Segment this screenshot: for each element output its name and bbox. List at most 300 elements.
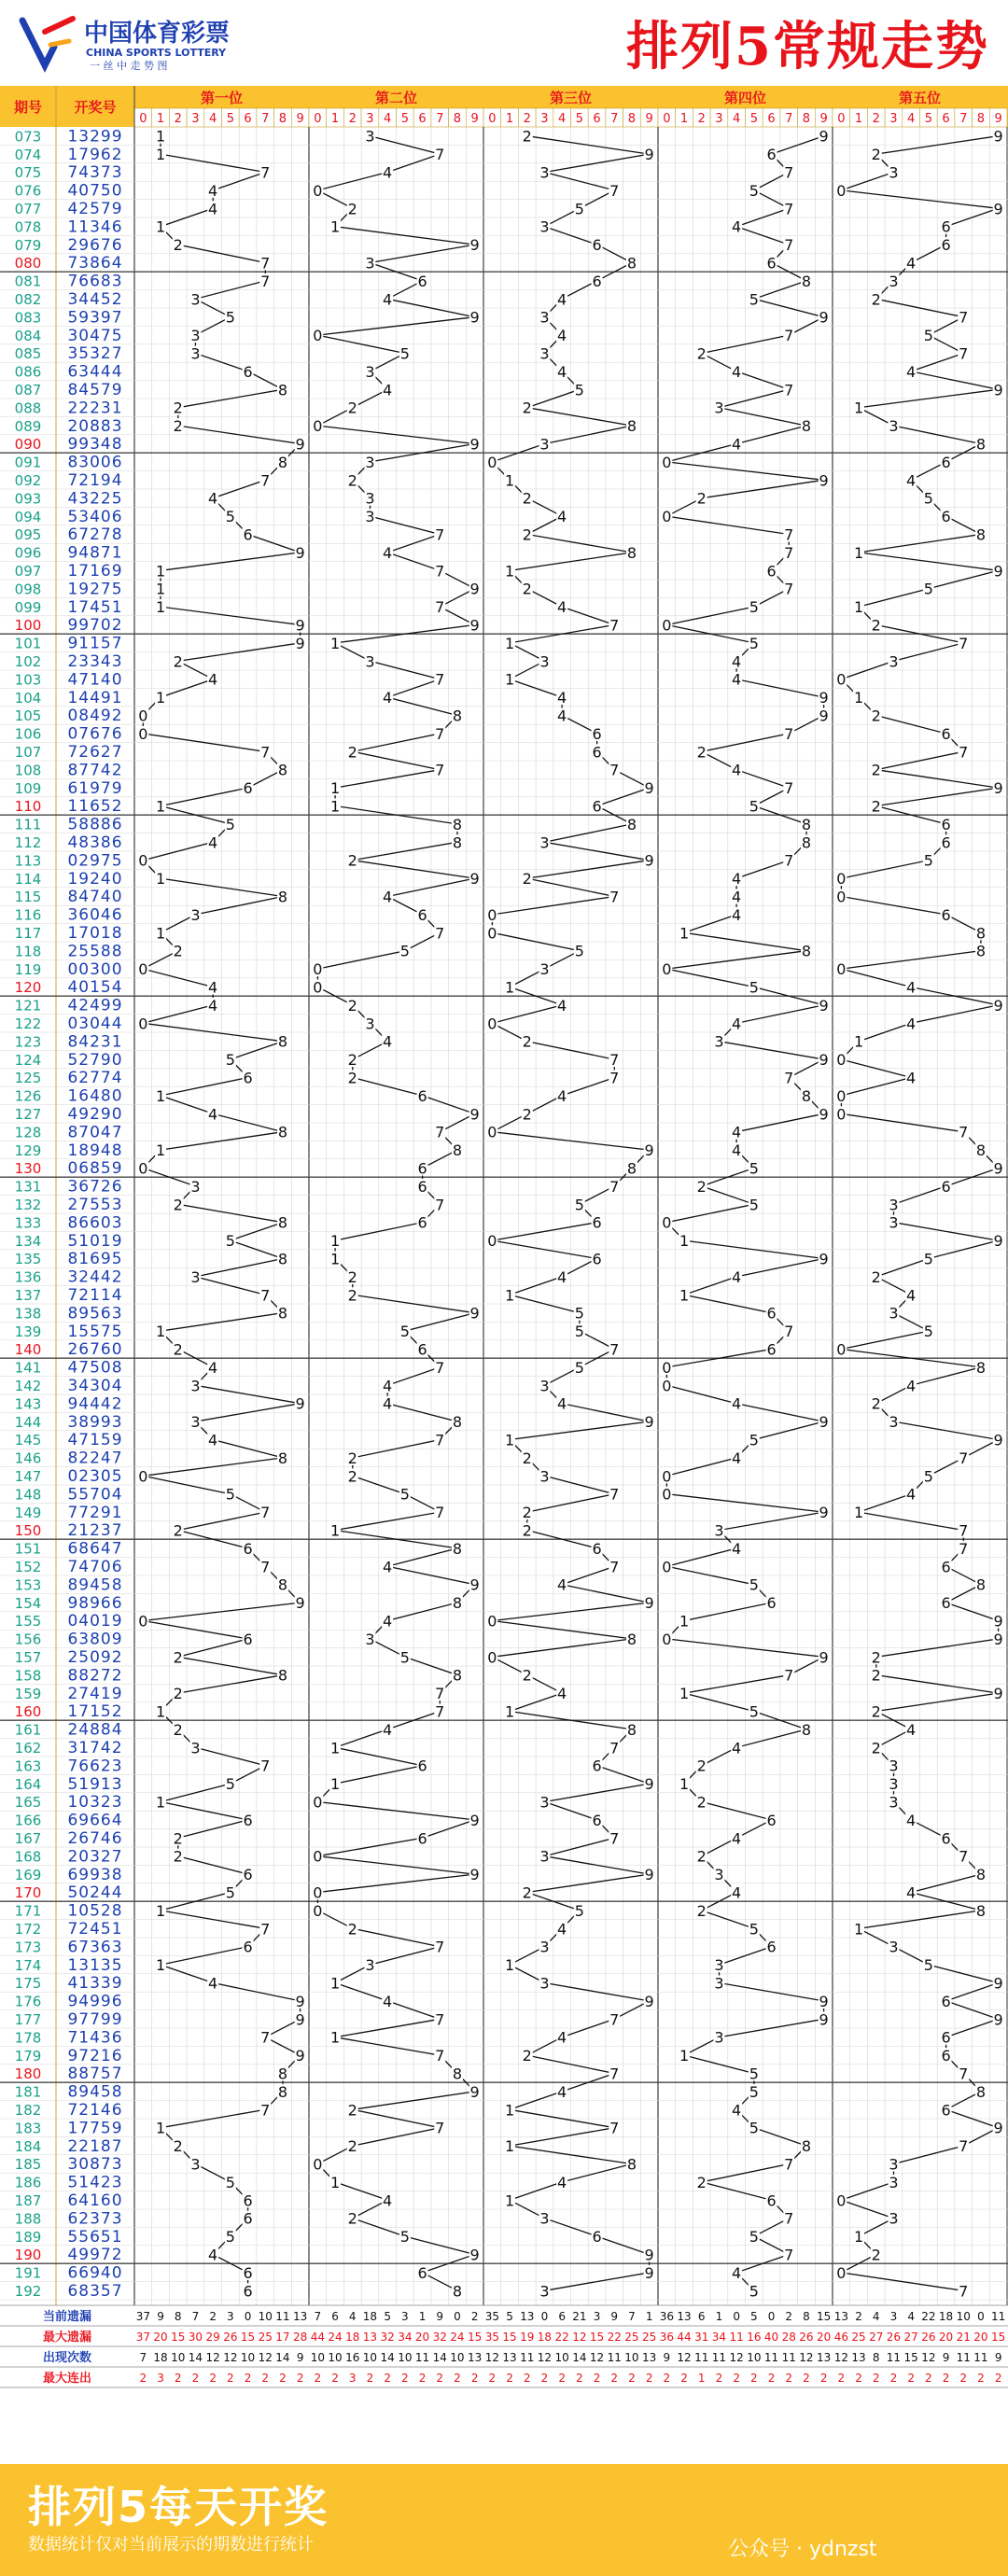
digit-mark: 3 bbox=[539, 1793, 550, 1812]
digit-mark: 6 bbox=[592, 2228, 602, 2247]
digit-mark: 6 bbox=[766, 2191, 777, 2210]
digit-mark: 9 bbox=[469, 236, 480, 255]
digit-mark: 6 bbox=[592, 724, 602, 743]
digit-header-label: 3 bbox=[889, 112, 898, 126]
digit-mark: 4 bbox=[383, 1720, 393, 1739]
stats-value: 15 bbox=[903, 2351, 918, 2364]
digit-mark: 0 bbox=[487, 905, 497, 924]
digit-mark: 2 bbox=[173, 1340, 183, 1359]
number-cell: 14491 bbox=[67, 688, 123, 707]
digit-mark: 2 bbox=[347, 1920, 357, 1939]
digit-mark: 5 bbox=[749, 290, 759, 309]
number-cell: 81695 bbox=[67, 1250, 123, 1269]
digit-mark: 0 bbox=[138, 724, 148, 743]
digit-mark: 8 bbox=[801, 1720, 812, 1739]
digit-mark: 7 bbox=[609, 1485, 620, 1504]
stats-value: 18 bbox=[938, 2310, 954, 2323]
digit-mark: 9 bbox=[469, 1811, 480, 1829]
stats-value: 18 bbox=[362, 2310, 378, 2323]
digit-mark: 6 bbox=[243, 362, 253, 381]
digit-mark: 1 bbox=[329, 779, 341, 798]
stats-value: 11 bbox=[763, 2351, 779, 2364]
digit-mark: 0 bbox=[836, 670, 847, 689]
number-cell: 76623 bbox=[67, 1757, 123, 1776]
digit-mark: 4 bbox=[732, 1123, 742, 1141]
digit-mark: 1 bbox=[504, 562, 515, 581]
digit-mark: 3 bbox=[190, 290, 201, 309]
digit-mark: 1 bbox=[679, 1685, 690, 1703]
digit-header-label: 2 bbox=[523, 112, 531, 126]
digit-mark: 5 bbox=[399, 344, 410, 363]
period-cell: 114 bbox=[14, 870, 42, 888]
digit-mark: 9 bbox=[644, 1775, 654, 1794]
stats-value: 15 bbox=[589, 2331, 605, 2344]
digit-mark: 7 bbox=[435, 1702, 445, 1721]
number-cell: 55651 bbox=[67, 2227, 123, 2247]
digit-mark: 1 bbox=[155, 1086, 166, 1105]
number-cell: 27553 bbox=[67, 1196, 123, 1214]
digit-mark: 6 bbox=[592, 743, 602, 762]
digit-mark: 6 bbox=[417, 1340, 427, 1359]
stats-value: 2 bbox=[715, 2372, 723, 2385]
period-cell: 136 bbox=[14, 1268, 42, 1286]
digit-header-label: 1 bbox=[330, 112, 340, 126]
digit-mark: 4 bbox=[906, 362, 917, 381]
stats-value: 11 bbox=[414, 2351, 430, 2364]
stats-value: 10 bbox=[328, 2351, 343, 2364]
number-cell: 03044 bbox=[67, 1015, 123, 1033]
period-cell: 103 bbox=[14, 671, 42, 689]
number-cell: 36726 bbox=[67, 1177, 123, 1197]
digit-header-label: 3 bbox=[366, 112, 374, 126]
digit-mark: 1 bbox=[155, 870, 166, 889]
digit-mark: 4 bbox=[383, 1394, 393, 1413]
stats-value: 0 bbox=[454, 2310, 461, 2323]
digit-mark: 7 bbox=[784, 779, 794, 798]
stats-value: 32 bbox=[432, 2331, 447, 2344]
number-cell: 18948 bbox=[67, 1141, 123, 1160]
digit-mark: 4 bbox=[906, 1720, 917, 1739]
period-cell: 157 bbox=[14, 1649, 42, 1666]
number-cell: 69664 bbox=[67, 1811, 123, 1830]
digit-header-label: 0 bbox=[488, 112, 497, 126]
digit-mark: 3 bbox=[889, 2155, 899, 2174]
digit-mark: 9 bbox=[295, 616, 305, 635]
digit-mark: 3 bbox=[539, 308, 550, 327]
digit-mark: 5 bbox=[923, 1323, 933, 1341]
digit-mark: 5 bbox=[225, 1051, 235, 1070]
digit-header-label: 6 bbox=[767, 112, 776, 126]
digit-mark: 5 bbox=[225, 2173, 235, 2191]
digit-mark: 3 bbox=[714, 1032, 724, 1051]
digit-mark: 6 bbox=[592, 1811, 602, 1829]
digit-mark: 8 bbox=[277, 1032, 288, 1051]
digit-mark: 9 bbox=[295, 1394, 305, 1413]
digit-mark: 9 bbox=[819, 308, 829, 327]
digit-mark: 5 bbox=[749, 797, 759, 816]
digit-mark: 0 bbox=[313, 1847, 323, 1866]
digit-mark: 0 bbox=[313, 181, 323, 200]
digit-mark: 4 bbox=[557, 2173, 567, 2191]
digit-mark: 7 bbox=[959, 2065, 969, 2083]
period-cell: 152 bbox=[14, 1559, 42, 1575]
digit-mark: 3 bbox=[889, 1757, 899, 1775]
digit-mark: 9 bbox=[644, 1594, 654, 1613]
period-cell: 191 bbox=[14, 2264, 42, 2282]
digit-mark: 2 bbox=[173, 942, 183, 960]
period-cell: 149 bbox=[14, 1504, 42, 1521]
digit-mark: 7 bbox=[784, 200, 794, 218]
digit-mark: 6 bbox=[941, 2047, 951, 2065]
number-cell: 34304 bbox=[67, 1377, 123, 1395]
digit-mark: 0 bbox=[662, 960, 672, 979]
digit-mark: 4 bbox=[906, 1286, 917, 1305]
digit-mark: 7 bbox=[609, 1177, 620, 1196]
digit-mark: 9 bbox=[469, 616, 480, 635]
digit-mark: 4 bbox=[383, 163, 393, 182]
stats-value: 11 bbox=[607, 2351, 622, 2364]
number-cell: 17152 bbox=[67, 1702, 123, 1722]
stats-value: 2 bbox=[488, 2372, 497, 2385]
number-cell: 49290 bbox=[67, 1105, 123, 1124]
digit-mark: 4 bbox=[906, 1485, 917, 1504]
digit-mark: 6 bbox=[417, 1159, 427, 1178]
number-cell: 97216 bbox=[67, 2046, 123, 2065]
digit-mark: 4 bbox=[557, 1086, 567, 1105]
digit-mark: 7 bbox=[435, 525, 445, 544]
stats-value: 2 bbox=[209, 2310, 217, 2323]
stats-value: 10 bbox=[258, 2310, 273, 2323]
digit-mark: 4 bbox=[557, 996, 567, 1015]
stats-value: 2 bbox=[558, 2372, 566, 2385]
digit-mark: 9 bbox=[644, 2246, 654, 2264]
number-cell: 88272 bbox=[67, 1666, 123, 1686]
number-cell: 19275 bbox=[67, 580, 123, 599]
digit-mark: 8 bbox=[277, 1123, 288, 1141]
digit-mark: 4 bbox=[383, 2191, 393, 2210]
number-cell: 89458 bbox=[67, 2082, 123, 2102]
period-cell: 183 bbox=[14, 2120, 42, 2137]
stats-value: 20 bbox=[817, 2331, 832, 2344]
digit-header-label: 7 bbox=[436, 112, 444, 126]
stats-value: 2 bbox=[785, 2372, 793, 2385]
stats-value: 9 bbox=[942, 2351, 950, 2364]
digit-mark: 7 bbox=[784, 2246, 794, 2264]
period-cell: 172 bbox=[14, 1921, 42, 1938]
digit-header-label: 2 bbox=[872, 112, 880, 126]
number-cell: 67278 bbox=[67, 525, 123, 545]
digit-mark: 3 bbox=[365, 652, 375, 671]
digit-mark: 9 bbox=[819, 1250, 829, 1268]
digit-header-label: 1 bbox=[505, 112, 514, 126]
digit-mark: 4 bbox=[557, 1685, 567, 1703]
digit-mark: 4 bbox=[732, 362, 742, 381]
period-cell: 140 bbox=[14, 1341, 42, 1359]
stats-value: 2 bbox=[139, 2372, 147, 2385]
digit-mark: 2 bbox=[347, 1051, 357, 1070]
position-header-1: 第一位 bbox=[200, 90, 244, 106]
period-cell: 095 bbox=[14, 526, 42, 544]
digit-mark: 9 bbox=[295, 634, 305, 652]
stats-value: 13 bbox=[468, 2351, 483, 2364]
digit-mark: 2 bbox=[347, 996, 357, 1015]
number-cell: 94442 bbox=[67, 1394, 123, 1414]
number-cell: 36046 bbox=[67, 905, 123, 925]
stats-value: 0 bbox=[244, 2310, 252, 2323]
period-cell: 147 bbox=[14, 1468, 42, 1485]
stats-value: 2 bbox=[540, 2372, 549, 2385]
number-cell: 47508 bbox=[67, 1358, 123, 1378]
number-cell: 35327 bbox=[67, 344, 123, 364]
digit-mark: 0 bbox=[313, 978, 323, 997]
digit-mark: 8 bbox=[626, 543, 637, 562]
stats-value: 37 bbox=[135, 2331, 150, 2344]
number-cell: 59397 bbox=[67, 308, 123, 328]
stats-value: 2 bbox=[803, 2372, 810, 2385]
digit-mark: 4 bbox=[383, 888, 393, 906]
period-cell: 078 bbox=[14, 218, 42, 236]
digit-mark: 9 bbox=[644, 851, 654, 870]
digit-header-label: 2 bbox=[697, 112, 706, 126]
digit-mark: 8 bbox=[626, 815, 637, 833]
digit-mark: 9 bbox=[295, 2047, 305, 2065]
digit-mark: 8 bbox=[452, 1594, 463, 1613]
stats-value: 34 bbox=[711, 2331, 727, 2344]
number-cell: 89563 bbox=[67, 1304, 123, 1323]
digit-header-label: 6 bbox=[593, 112, 601, 126]
digit-mark: 5 bbox=[399, 1648, 410, 1667]
position-header-4: 第四位 bbox=[723, 90, 767, 106]
digit-mark: 4 bbox=[732, 1449, 742, 1467]
digit-mark: 9 bbox=[469, 580, 480, 598]
number-cell: 86603 bbox=[67, 1213, 123, 1233]
stats-value: 2 bbox=[470, 2372, 479, 2385]
digit-mark: 5 bbox=[574, 1901, 584, 1920]
stats-value: 12 bbox=[833, 2351, 848, 2364]
digit-mark: 7 bbox=[959, 1123, 969, 1141]
stats-value: 10 bbox=[362, 2351, 378, 2364]
digit-mark: 3 bbox=[889, 272, 899, 290]
digit-mark: 2 bbox=[871, 2246, 881, 2264]
digit-mark: 4 bbox=[557, 2082, 567, 2101]
digit-mark: 2 bbox=[696, 1901, 707, 1920]
digit-mark: 6 bbox=[592, 1757, 602, 1775]
stats-value: 22 bbox=[554, 2331, 569, 2344]
digit-mark: 8 bbox=[452, 1666, 463, 1685]
digit-mark: 2 bbox=[522, 870, 532, 889]
digit-mark: 8 bbox=[975, 1866, 987, 1884]
stats-value: 2 bbox=[785, 2310, 793, 2323]
digit-mark: 9 bbox=[993, 1612, 1003, 1631]
digit-mark: 6 bbox=[243, 1069, 253, 1087]
stats-value: 15 bbox=[171, 2331, 186, 2344]
digit-mark: 2 bbox=[347, 1449, 357, 1467]
digit-mark: 2 bbox=[173, 399, 183, 417]
period-cell: 101 bbox=[14, 635, 42, 652]
period-cell: 150 bbox=[14, 1522, 42, 1540]
digit-mark: 5 bbox=[749, 1575, 759, 1594]
digit-mark: 7 bbox=[959, 2137, 969, 2156]
digit-mark: 8 bbox=[452, 707, 463, 725]
digit-mark: 6 bbox=[766, 1594, 777, 1613]
digit-mark: 6 bbox=[243, 2263, 253, 2282]
number-cell: 40750 bbox=[67, 181, 123, 201]
period-cell: 096 bbox=[14, 544, 42, 562]
stats-value: 9 bbox=[994, 2351, 1002, 2364]
number-cell: 06859 bbox=[67, 1159, 123, 1179]
digit-mark: 1 bbox=[155, 127, 166, 146]
stats-value: 36 bbox=[659, 2331, 674, 2344]
digit-mark: 5 bbox=[399, 2228, 410, 2247]
digit-mark: 0 bbox=[836, 870, 847, 889]
number-cell: 82247 bbox=[67, 1449, 123, 1468]
stats-value: 2 bbox=[261, 2372, 270, 2385]
digit-header-label: 4 bbox=[384, 112, 392, 126]
digit-mark: 3 bbox=[889, 2209, 899, 2228]
digit-mark: 4 bbox=[732, 1015, 742, 1033]
period-cell: 153 bbox=[14, 1576, 42, 1594]
stats-value: 24 bbox=[328, 2331, 343, 2344]
number-cell: 11652 bbox=[67, 797, 123, 817]
digit-mark: 7 bbox=[784, 327, 794, 345]
period-cell: 173 bbox=[14, 1939, 42, 1956]
digit-mark: 2 bbox=[173, 1685, 183, 1703]
digit-mark: 6 bbox=[417, 272, 427, 290]
number-cell: 62774 bbox=[67, 1069, 123, 1088]
stats-value: 11 bbox=[729, 2331, 744, 2344]
digit-mark: 4 bbox=[906, 1883, 917, 1902]
period-cell: 138 bbox=[14, 1305, 42, 1323]
digit-mark: 5 bbox=[923, 489, 933, 508]
digit-mark: 9 bbox=[469, 435, 480, 454]
digit-mark: 4 bbox=[732, 2101, 742, 2120]
digit-mark: 5 bbox=[749, 2119, 759, 2137]
digit-mark: 1 bbox=[155, 1141, 166, 1160]
stats-value: 4 bbox=[348, 2310, 357, 2323]
digit-mark: 5 bbox=[574, 1196, 584, 1214]
digit-mark: 0 bbox=[836, 2263, 847, 2282]
digit-header-label: 5 bbox=[924, 112, 932, 126]
period-cell: 156 bbox=[14, 1631, 42, 1648]
period-cell: 175 bbox=[14, 1975, 42, 1993]
digit-header-label: 9 bbox=[994, 112, 1002, 126]
stats-value: 11 bbox=[956, 2351, 971, 2364]
digit-mark: 7 bbox=[260, 743, 271, 762]
digit-header-label: 2 bbox=[348, 112, 357, 126]
digit-mark: 1 bbox=[679, 1286, 690, 1305]
digit-mark: 1 bbox=[504, 670, 515, 689]
digit-mark: 0 bbox=[487, 1648, 497, 1667]
digit-mark: 6 bbox=[417, 1086, 427, 1105]
digit-mark: 4 bbox=[557, 1920, 567, 1939]
digit-mark: 3 bbox=[539, 833, 550, 852]
digit-mark: 0 bbox=[662, 1558, 672, 1576]
digit-mark: 2 bbox=[871, 1666, 881, 1685]
stats-value: 2 bbox=[523, 2372, 531, 2385]
period-cell: 094 bbox=[14, 508, 42, 525]
period-cell: 098 bbox=[14, 581, 42, 598]
digit-mark: 9 bbox=[993, 1431, 1003, 1449]
digit-mark: 8 bbox=[975, 525, 987, 544]
digit-mark: 2 bbox=[347, 2137, 357, 2156]
digit-mark: 7 bbox=[435, 924, 445, 943]
digit-mark: 7 bbox=[435, 2010, 445, 2029]
stats-value: 0 bbox=[977, 2310, 985, 2323]
logo-cn-text: 中国体育彩票 bbox=[84, 20, 231, 48]
digit-mark: 7 bbox=[784, 543, 794, 562]
number-cell: 61979 bbox=[67, 778, 123, 798]
digit-header-label: 3 bbox=[191, 112, 200, 126]
digit-mark: 2 bbox=[522, 399, 532, 417]
digit-mark: 2 bbox=[522, 580, 532, 598]
digit-mark: 9 bbox=[993, 779, 1003, 798]
period-cell: 155 bbox=[14, 1613, 42, 1631]
digit-mark: 6 bbox=[592, 1539, 602, 1558]
position-header-2: 第二位 bbox=[374, 90, 418, 106]
digit-mark: 3 bbox=[365, 1015, 375, 1033]
digit-mark: 9 bbox=[644, 1141, 654, 1160]
stats-value: 2 bbox=[576, 2372, 583, 2385]
stats-value: 12 bbox=[258, 2351, 273, 2364]
stats-value: 10 bbox=[398, 2351, 413, 2364]
digit-mark: 4 bbox=[732, 905, 742, 924]
digit-mark: 8 bbox=[452, 2282, 463, 2301]
digit-mark: 4 bbox=[557, 1575, 567, 1594]
digit-mark: 5 bbox=[399, 942, 410, 960]
period-cell: 117 bbox=[14, 925, 42, 942]
digit-mark: 9 bbox=[993, 1232, 1003, 1251]
digit-mark: 4 bbox=[906, 1377, 917, 1395]
digit-mark: 3 bbox=[365, 254, 375, 273]
digit-mark: 0 bbox=[662, 1377, 672, 1395]
period-cell: 100 bbox=[14, 617, 42, 635]
digit-mark: 5 bbox=[574, 942, 584, 960]
stats-value: 10 bbox=[240, 2351, 256, 2364]
digit-mark: 8 bbox=[277, 381, 288, 399]
period-cell: 131 bbox=[14, 1178, 42, 1196]
period-cell: 164 bbox=[14, 1775, 42, 1793]
digit-mark: 6 bbox=[592, 236, 602, 255]
digit-mark: 6 bbox=[766, 146, 777, 164]
period-cell: 130 bbox=[14, 1160, 42, 1178]
stats-value: 12 bbox=[589, 2351, 605, 2364]
stats-value: 26 bbox=[223, 2331, 238, 2344]
digit-mark: 7 bbox=[959, 743, 969, 762]
digit-mark: 1 bbox=[504, 1702, 515, 1721]
digit-mark: 6 bbox=[417, 1213, 427, 1232]
digit-mark: 2 bbox=[347, 1467, 357, 1486]
stats-value: 2 bbox=[384, 2372, 391, 2385]
digit-mark: 4 bbox=[906, 1811, 917, 1829]
digit-mark: 0 bbox=[662, 508, 672, 526]
digit-mark: 3 bbox=[889, 2173, 899, 2191]
digit-mark: 9 bbox=[295, 2010, 305, 2029]
number-cell: 47140 bbox=[67, 670, 123, 690]
digit-mark: 7 bbox=[609, 181, 620, 200]
digit-mark: 1 bbox=[504, 634, 515, 652]
number-cell: 41339 bbox=[67, 1974, 123, 1994]
stats-value: 12 bbox=[729, 2351, 744, 2364]
digit-mark: 6 bbox=[941, 1829, 951, 1848]
digit-mark: 5 bbox=[399, 1485, 410, 1504]
number-cell: 40154 bbox=[67, 978, 123, 998]
stats-value: 2 bbox=[663, 2372, 671, 2385]
digit-mark: 3 bbox=[365, 508, 375, 526]
period-cell: 115 bbox=[14, 889, 42, 906]
digit-header-label: 7 bbox=[959, 112, 968, 126]
digit-mark: 4 bbox=[557, 689, 567, 707]
digit-mark: 2 bbox=[522, 1449, 532, 1467]
